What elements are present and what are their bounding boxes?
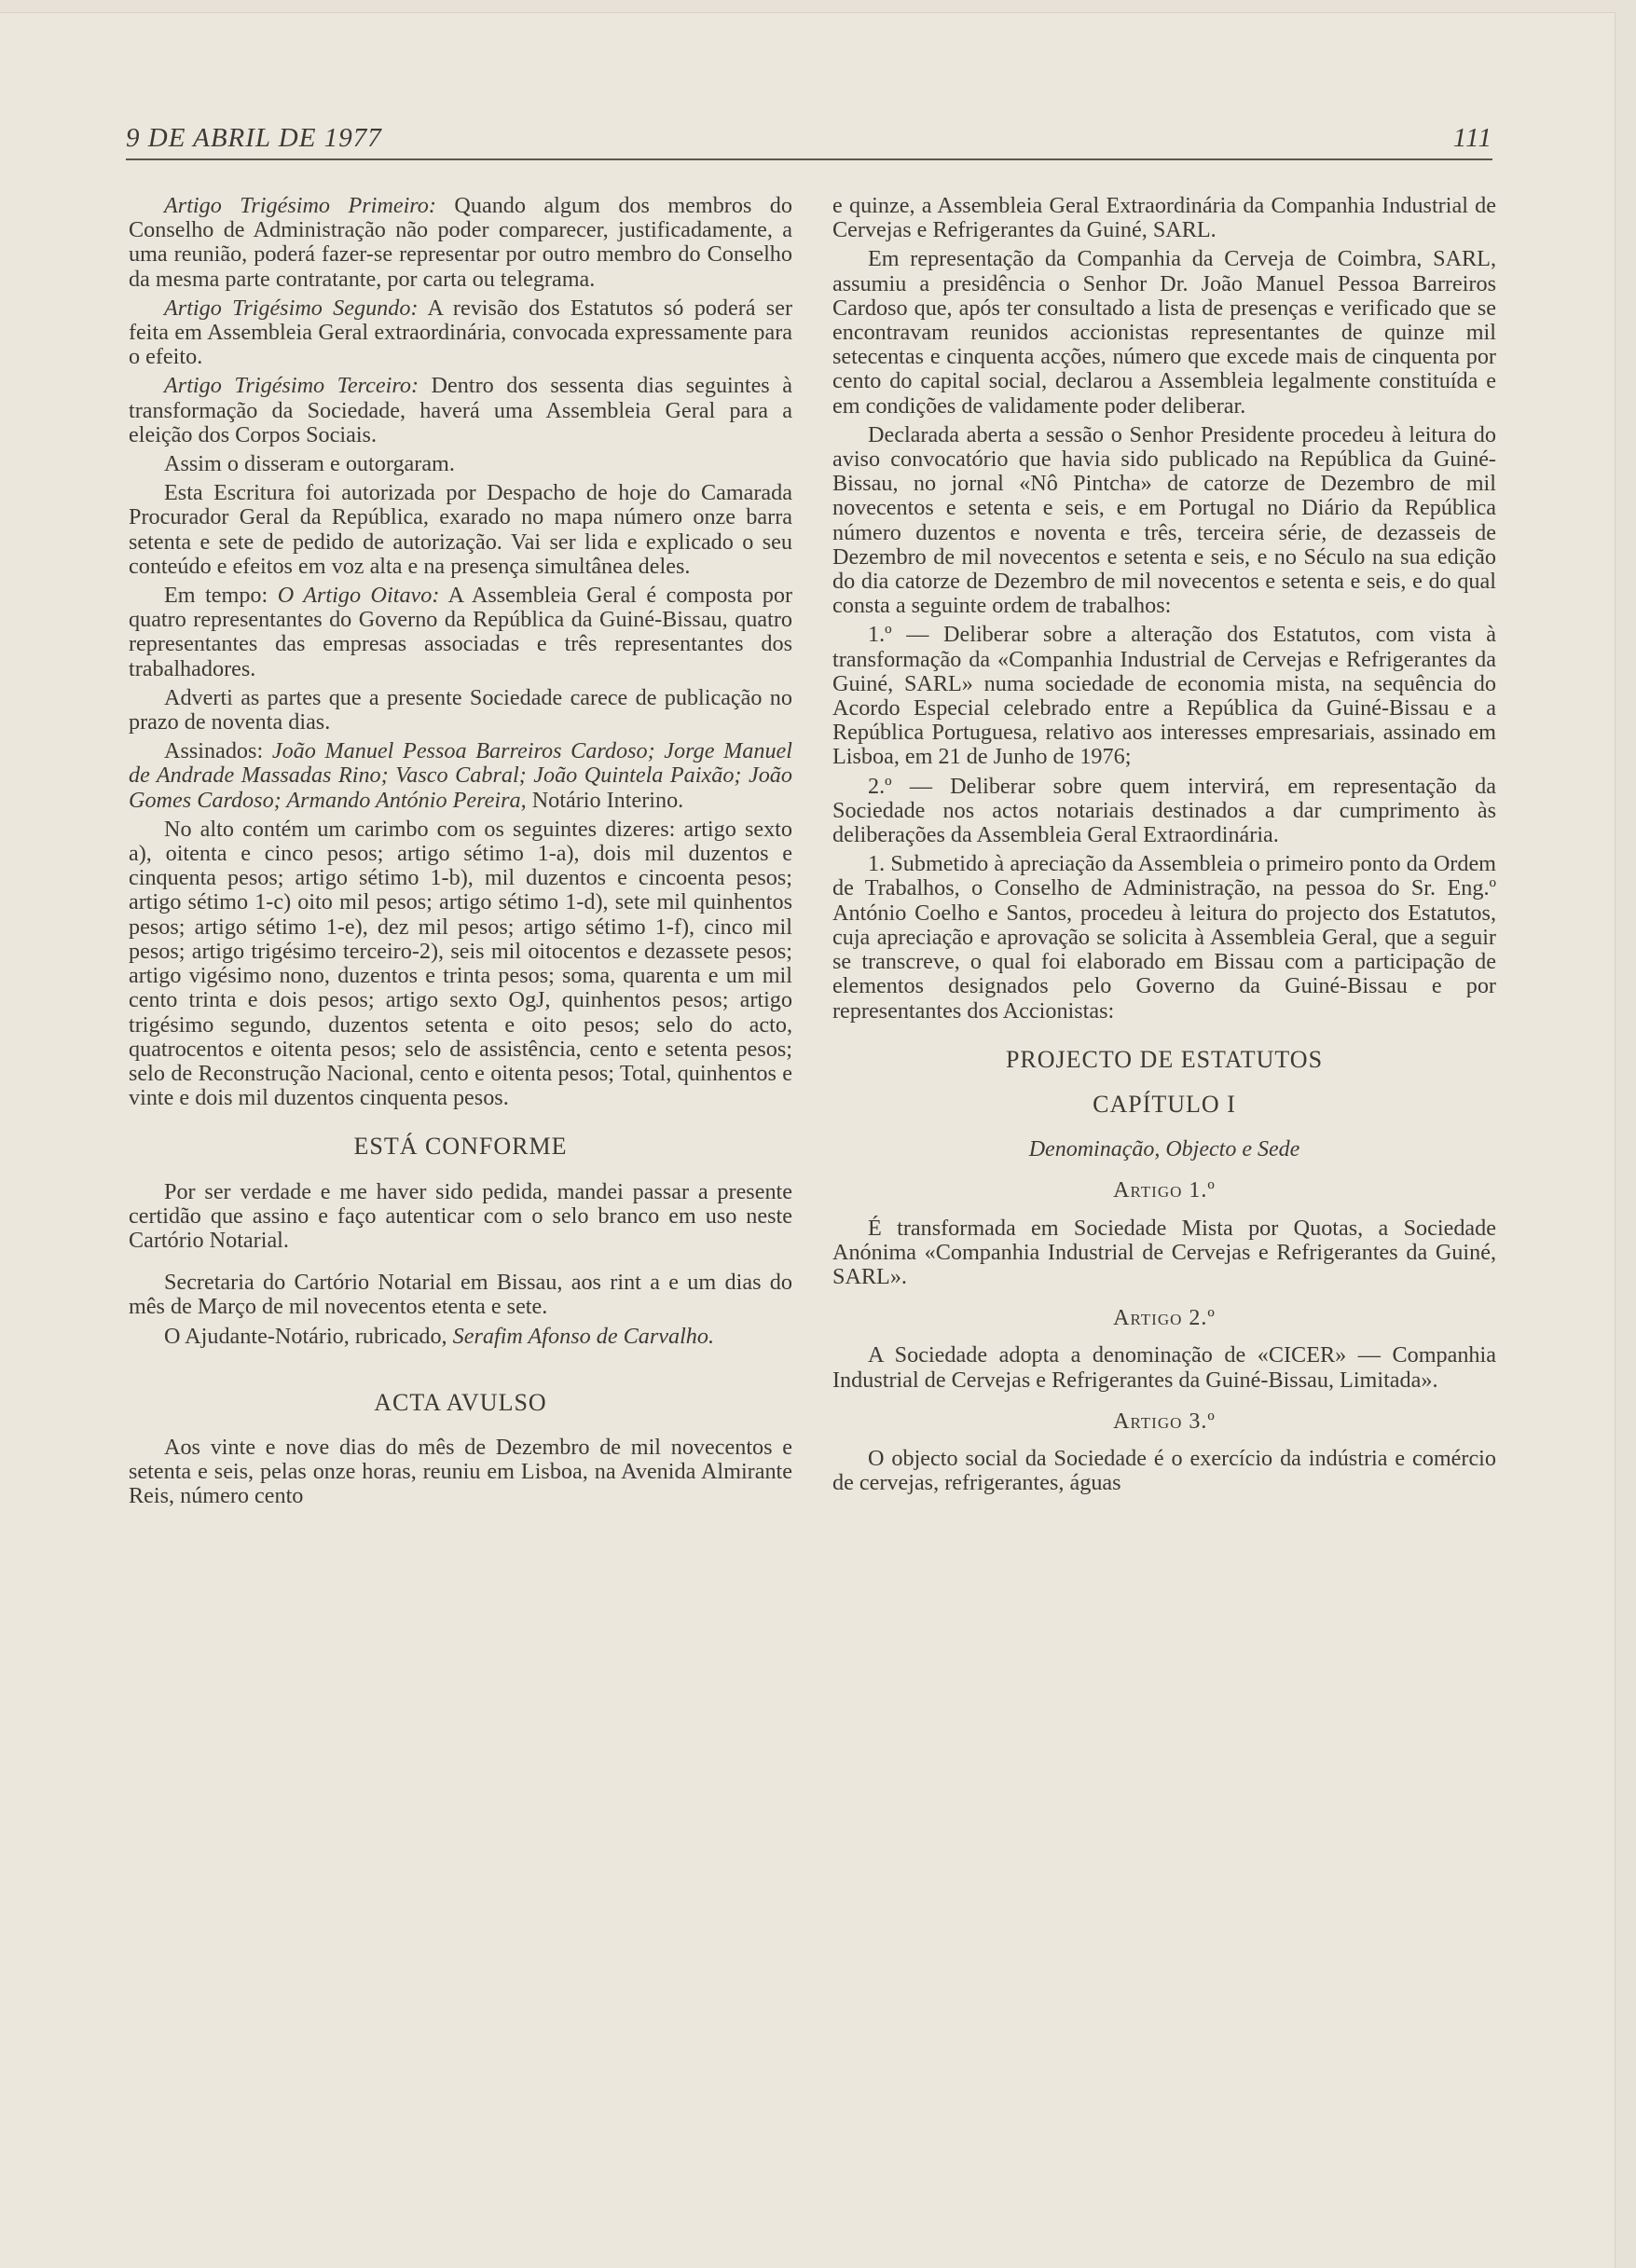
paragraph: Aos vinte e nove dias do mês de Dezembro de mil novecentos e setenta e seis, pelas onze horas, reuniu em Lisboa, na Avenida Almirante Reis, número cento <box>129 1434 792 1509</box>
document-page <box>0 13 1615 2268</box>
article-label: Artigo Trigésimo Segundo: <box>164 295 419 321</box>
paragraph-text: Em tempo: <box>164 583 278 609</box>
article-title: Artigo 3.º <box>1113 1409 1216 1434</box>
paragraph-text: Assinados: <box>164 738 272 764</box>
paragraph: Esta Escritura foi autorizada por Despacho de hoje do Camarada Procurador Geral da República, exarado no mapa número onze barra setenta e sete de pedido de autorização. Vai ser lida e explicado o seu conteúdo e efeitos em voz alta e na presença simultânea deles. <box>129 480 792 579</box>
paragraph: 1. Submetido à apreciação da Assembleia o primeiro ponto da Ordem de Trabalhos, o Conselho de Administração, na pessoa do Sr. Eng.º António Coelho e Santos, procedeu à leitura do projecto dos Estatutos, cuja apreciação e aprovação se solicita à Assembleia Geral, que a seguir se transcreve, o qual foi elaborado em Bissau com a participação de elementos designados pelo Governo da Guiné-Bissau e por representantes dos Accionistas: <box>832 851 1496 1024</box>
paragraph: Em representação da Companhia da Cerveja de Coimbra, SARL, assumiu a presidência o Senhor Dr. João Manuel Pessoa Barreiros Cardoso que, após ter consultado a lista de presenças e verificado que se encontravam reunidos accionistas representantes de quinze mil setecentas e cinquenta acções, número que excede mais de cinquenta por cento do capital social, declarou a Assembleia legalmente constituída e em condições de validamente poder deliberar. <box>832 246 1496 419</box>
right-column <box>832 194 1496 1500</box>
paragraph: Assim o disseram e outorgaram. <box>164 451 455 477</box>
header-date: 9 DE ABRIL DE 1977 <box>126 123 382 153</box>
paragraph-text: Dentro dos sessenta dias seguintes à transformação da Sociedade, haverá uma Assembleia Geral para a eleição dos Corpos Sociais. <box>129 373 792 447</box>
paragraph <box>129 584 792 681</box>
paragraph: O objecto social da Sociedade é o exercício da indústria e comércio de cervejas, refrigerantes, águas <box>832 1445 1496 1496</box>
paragraph-text: O Ajudante-Notário, rubricado, <box>164 1323 453 1349</box>
page-number: 111 <box>1452 123 1492 153</box>
paragraph <box>129 296 792 370</box>
section-heading: ACTA AVULSO <box>374 1388 547 1416</box>
paragraph <box>129 194 792 292</box>
left-column <box>129 194 792 1514</box>
signatory-name: Serafim Afonso de Carvalho. <box>452 1323 715 1349</box>
paragraph <box>129 374 792 447</box>
agenda-item: 2.º — Deliberar sobre quem intervirá, em representação da Sociedade nos actos notariais destinados a dar cumprimento às deliberações da Assembleia Geral Extraordinária. <box>832 773 1496 848</box>
chapter-subheading: Denominação, Objecto e Sede <box>1028 1137 1300 1162</box>
paragraph: e quinze, a Assembleia Geral Extraordinária da Companhia Industrial de Cervejas e Refrigerantes da Guiné, SARL. <box>832 193 1496 243</box>
paragraph: Secretaria do Cartório Notarial em Bissau, aos rint a e um dias do mês de Março de mil novecentos etenta e sete. <box>129 1270 792 1320</box>
paragraph: No alto contém um carimbo com os seguintes dizeres: artigo sexto a), oitenta e cinco pesos; artigo sétimo 1-a), dois mil duzentos e cinquenta pesos; artigo sétimo 1-b), mil duzentos e cincoenta pesos; artigo sétimo 1-c) oito mil pesos; artigo sétimo 1-d), sete mil quinhentos pesos; artigo sétimo 1-e), dez mil pesos; artigo sétimo 1-f), cinco mil pesos; artigo trigésimo terceiro-2), seis mil oitocentos e dezassete pesos; artigo vigésimo nono, duzentos e trinta pesos; soma, quarenta e um mil cento trinta e dois pesos; artigo sexto OgJ, quinhentos pesos; artigo trigésimo segundo, duzentos setenta e oito pesos; selo do acto, quatrocentos e oitenta pesos; selo de assistência, cento e setenta pesos; selo de Reconstrução Nacional, cento e oitenta pesos; Total, quinhentos e vinte e dois mil duzentos cinquenta pesos. <box>129 816 792 1111</box>
article-label: Artigo Trigésimo Terceiro: <box>164 373 419 399</box>
paragraph <box>129 1325 792 1349</box>
paragraph-text: Notário Interino. <box>526 787 684 813</box>
article-title: Artigo 1.º <box>1113 1178 1216 1203</box>
paragraph: Adverti as partes que a presente Sociedade carece de publicação no prazo de noventa dias. <box>129 684 792 735</box>
signatory-names: João Manuel Pessoa Barreiros Cardoso; Jorge Manuel de Andrade Massadas Rino; Vasco Cabral; João Quintela Paixão; João Gomes Cardoso; Armando António Pereira, <box>129 738 792 813</box>
paragraph-text: A Assembleia Geral é composta por quatro representantes do Governo da República da Guiné-Bissau, quatro representantes das empresas associadas e três representantes dos trabalhadores. <box>129 583 793 681</box>
article-label: O Artigo Oitavo: <box>277 583 440 609</box>
paragraph: Por ser verdade e me haver sido pedida, mandei passar a presente certidão que assino e faço autenticar com o selo branco em uso neste Cartório Notarial. <box>129 1178 792 1253</box>
paragraph: A Sociedade adopta a denominação de «CICER» — Companhia Industrial de Cervejas e Refrigerantes da Guiné-Bissau, Limitada». <box>832 1342 1496 1393</box>
paragraph <box>129 739 792 813</box>
article-label: Artigo Trigésimo Primeiro: <box>164 193 436 218</box>
paragraph-text: A revisão dos Estatutos só poderá ser feita em Assembleia Geral extraordinária, convocada expressamente para o efeito. <box>129 295 792 370</box>
paragraph: Declarada aberta a sessão o Senhor Presidente procedeu à leitura do aviso convocatório que havia sido publicado na República da Guiné-Bissau, no jornal «Nô Pintcha» de catorze de Dezembro de mil novecentos e setenta e seis, e em Portugal no Diário da República número duzentos e noventa e três, terceira série, de dezasseis de Dezembro de mil novecentos e setenta e seis, e no Século na sua edição do dia catorze de Dezembro de mil novecentos e setenta e seis, e do qual consta a seguinte ordem de trabalhos: <box>832 421 1496 619</box>
chapter-heading: CAPÍTULO I <box>1093 1090 1236 1118</box>
section-heading: PROJECTO DE ESTATUTOS <box>1005 1045 1324 1073</box>
agenda-item: 1.º — Deliberar sobre a alteração dos Estatutos, com vista à transformação da «Companhia Industrial de Cervejas e Refrigerantes da Guiné, SARL» numa sociedade de economia mista, na sequência do Acordo Especial celebrado entre a República da Guiné-Bissau e a República Portuguesa, relativo aos interesses empresariais, assinado em Lisboa, em 21 de Junho de 1976; <box>832 622 1496 770</box>
page-header <box>126 117 1492 160</box>
article-title: Artigo 2.º <box>1113 1306 1216 1331</box>
paragraph: É transformada em Sociedade Mista por Quotas, a Sociedade Anónima «Companhia Industrial de Cervejas e Refrigerantes da Guiné, SARL». <box>832 1215 1496 1289</box>
paragraph-text: Quando algum dos membros do Conselho de Administração não poder comparecer, justificadamente, a uma reunião, poderá fazer-se representar por outro membro do Conselho da mesma parte contratante, por carta ou telegrama. <box>129 193 792 292</box>
section-heading: ESTÁ CONFORME <box>353 1133 568 1161</box>
